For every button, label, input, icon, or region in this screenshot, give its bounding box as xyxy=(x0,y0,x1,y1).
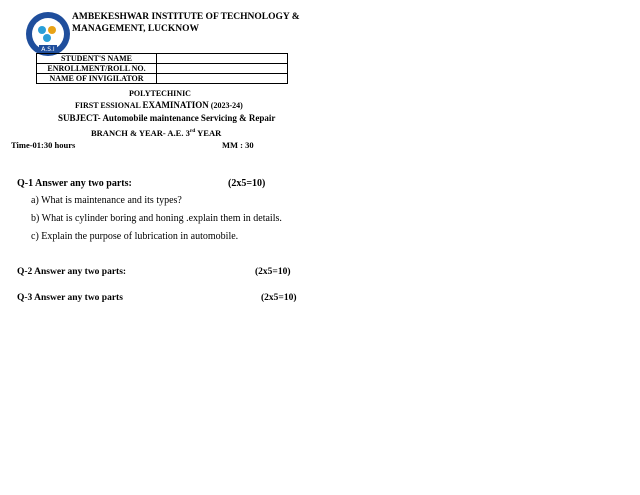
logo-text: A.S.I xyxy=(41,46,55,53)
branch-suffix: YEAR xyxy=(195,128,222,138)
invigilator-field[interactable] xyxy=(157,74,288,84)
max-marks: MM : 30 xyxy=(222,140,254,150)
question-3-title: Q-3 Answer any two parts xyxy=(17,293,123,303)
question-1-marks: (2x5=10) xyxy=(228,178,266,189)
exam-prefix: FIRST ESSIONAL xyxy=(75,101,143,110)
roll-no-label: ENROLLMENT/ROLL NO. xyxy=(37,64,157,74)
question-2-marks: (2x5=10) xyxy=(255,267,291,277)
roll-no-field[interactable] xyxy=(157,64,288,74)
question-2-title: Q-2 Answer any two parts: xyxy=(17,267,127,277)
institute-logo xyxy=(25,11,71,57)
question-1-option-b: b) What is cylinder boring and honing .explain them in details. xyxy=(31,213,282,224)
student-name-label: STUDENT'S NAME xyxy=(37,54,157,64)
question-1-option-a: a) What is maintenance and its types? xyxy=(31,195,182,206)
table-row xyxy=(37,64,288,74)
branch-line xyxy=(91,128,221,138)
question-3-marks: (2x5=10) xyxy=(261,293,297,303)
polytechnic-heading: POLYTECHINIC xyxy=(129,89,191,98)
table-row xyxy=(37,54,288,64)
subject-line: SUBJECT- Automobile maintenance Servicing & Repair xyxy=(58,113,276,123)
exam-time: Time-01:30 hours xyxy=(11,140,76,150)
exam-year: (2023-24) xyxy=(208,101,243,110)
institute-name-line2: MANAGEMENT, LUCKNOW xyxy=(72,24,200,34)
institute-name-line1: AMBEKESHWAR INSTITUTE OF TECHNOLOGY & xyxy=(72,12,300,22)
invigilator-label: NAME OF INVIGILATOR xyxy=(37,74,157,84)
branch-sup: rd xyxy=(189,128,196,135)
student-name-field[interactable] xyxy=(157,54,288,64)
exam-heading xyxy=(75,100,243,110)
student-info-table xyxy=(36,53,288,84)
question-1-title: Q-1 Answer any two parts: xyxy=(17,178,132,189)
exam-main: EXAMINATION xyxy=(142,100,209,110)
branch-prefix: BRANCH & YEAR- A.E. 3 xyxy=(91,128,190,138)
table-row xyxy=(37,74,288,84)
question-1-option-c: c) Explain the purpose of lubrication in automobile. xyxy=(31,231,239,242)
